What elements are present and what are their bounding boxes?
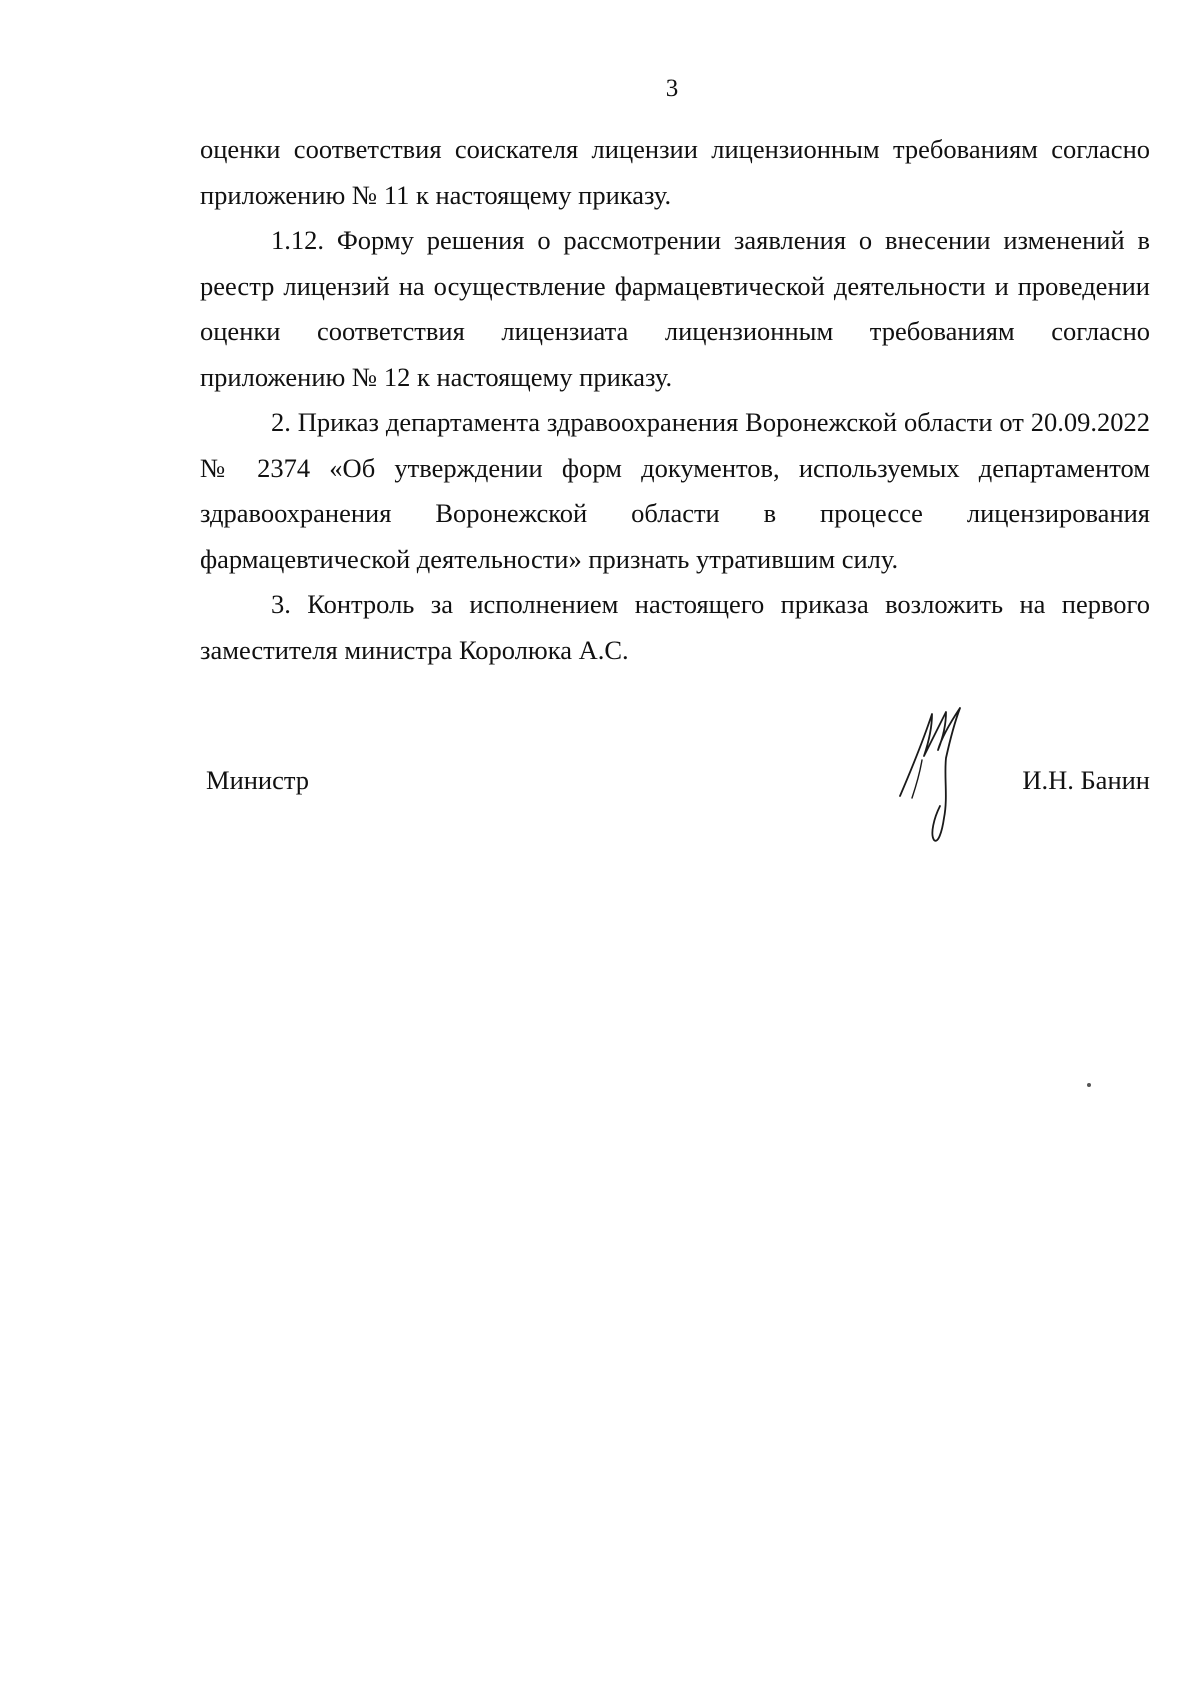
signature-block — [200, 760, 1150, 800]
signatory-title: Министр — [206, 765, 310, 795]
paragraph-continuation: оценки соответствия соискателя лицензии лицензионным требованиям согласно приложению № 11 к настоящему приказу. — [200, 134, 1150, 210]
paragraph-3: 3. Контроль за исполнением настоящего приказа возложить на первого заместителя министра Королюка А.С. — [200, 589, 1150, 665]
handwritten-signature-icon — [898, 706, 980, 848]
paragraph-2: 2. Приказ департамента здравоохранения Воронежской области от 20.09.2022 № 2374 «Об утверждении форм документов, используемых департаментом здравоохранения Воронежской области в процессе лицензирования фармацевтической деятельности» признать утратившим силу. — [200, 407, 1150, 574]
paragraph-1-12: 1.12. Форму решения о рассмотрении заявления о внесении изменений в реестр лицензий на осуществление фармацевтической деятельности и проведении оценки соответствия лицензиата лицензионным требованиям согласно приложению № 12 к настоящему приказу. — [200, 225, 1150, 392]
document-body — [200, 127, 1150, 673]
page-number: 3 — [665, 75, 679, 102]
signatory-name: И.Н. Банин — [1022, 765, 1150, 795]
scan-speck-icon — [1086, 1082, 1092, 1088]
